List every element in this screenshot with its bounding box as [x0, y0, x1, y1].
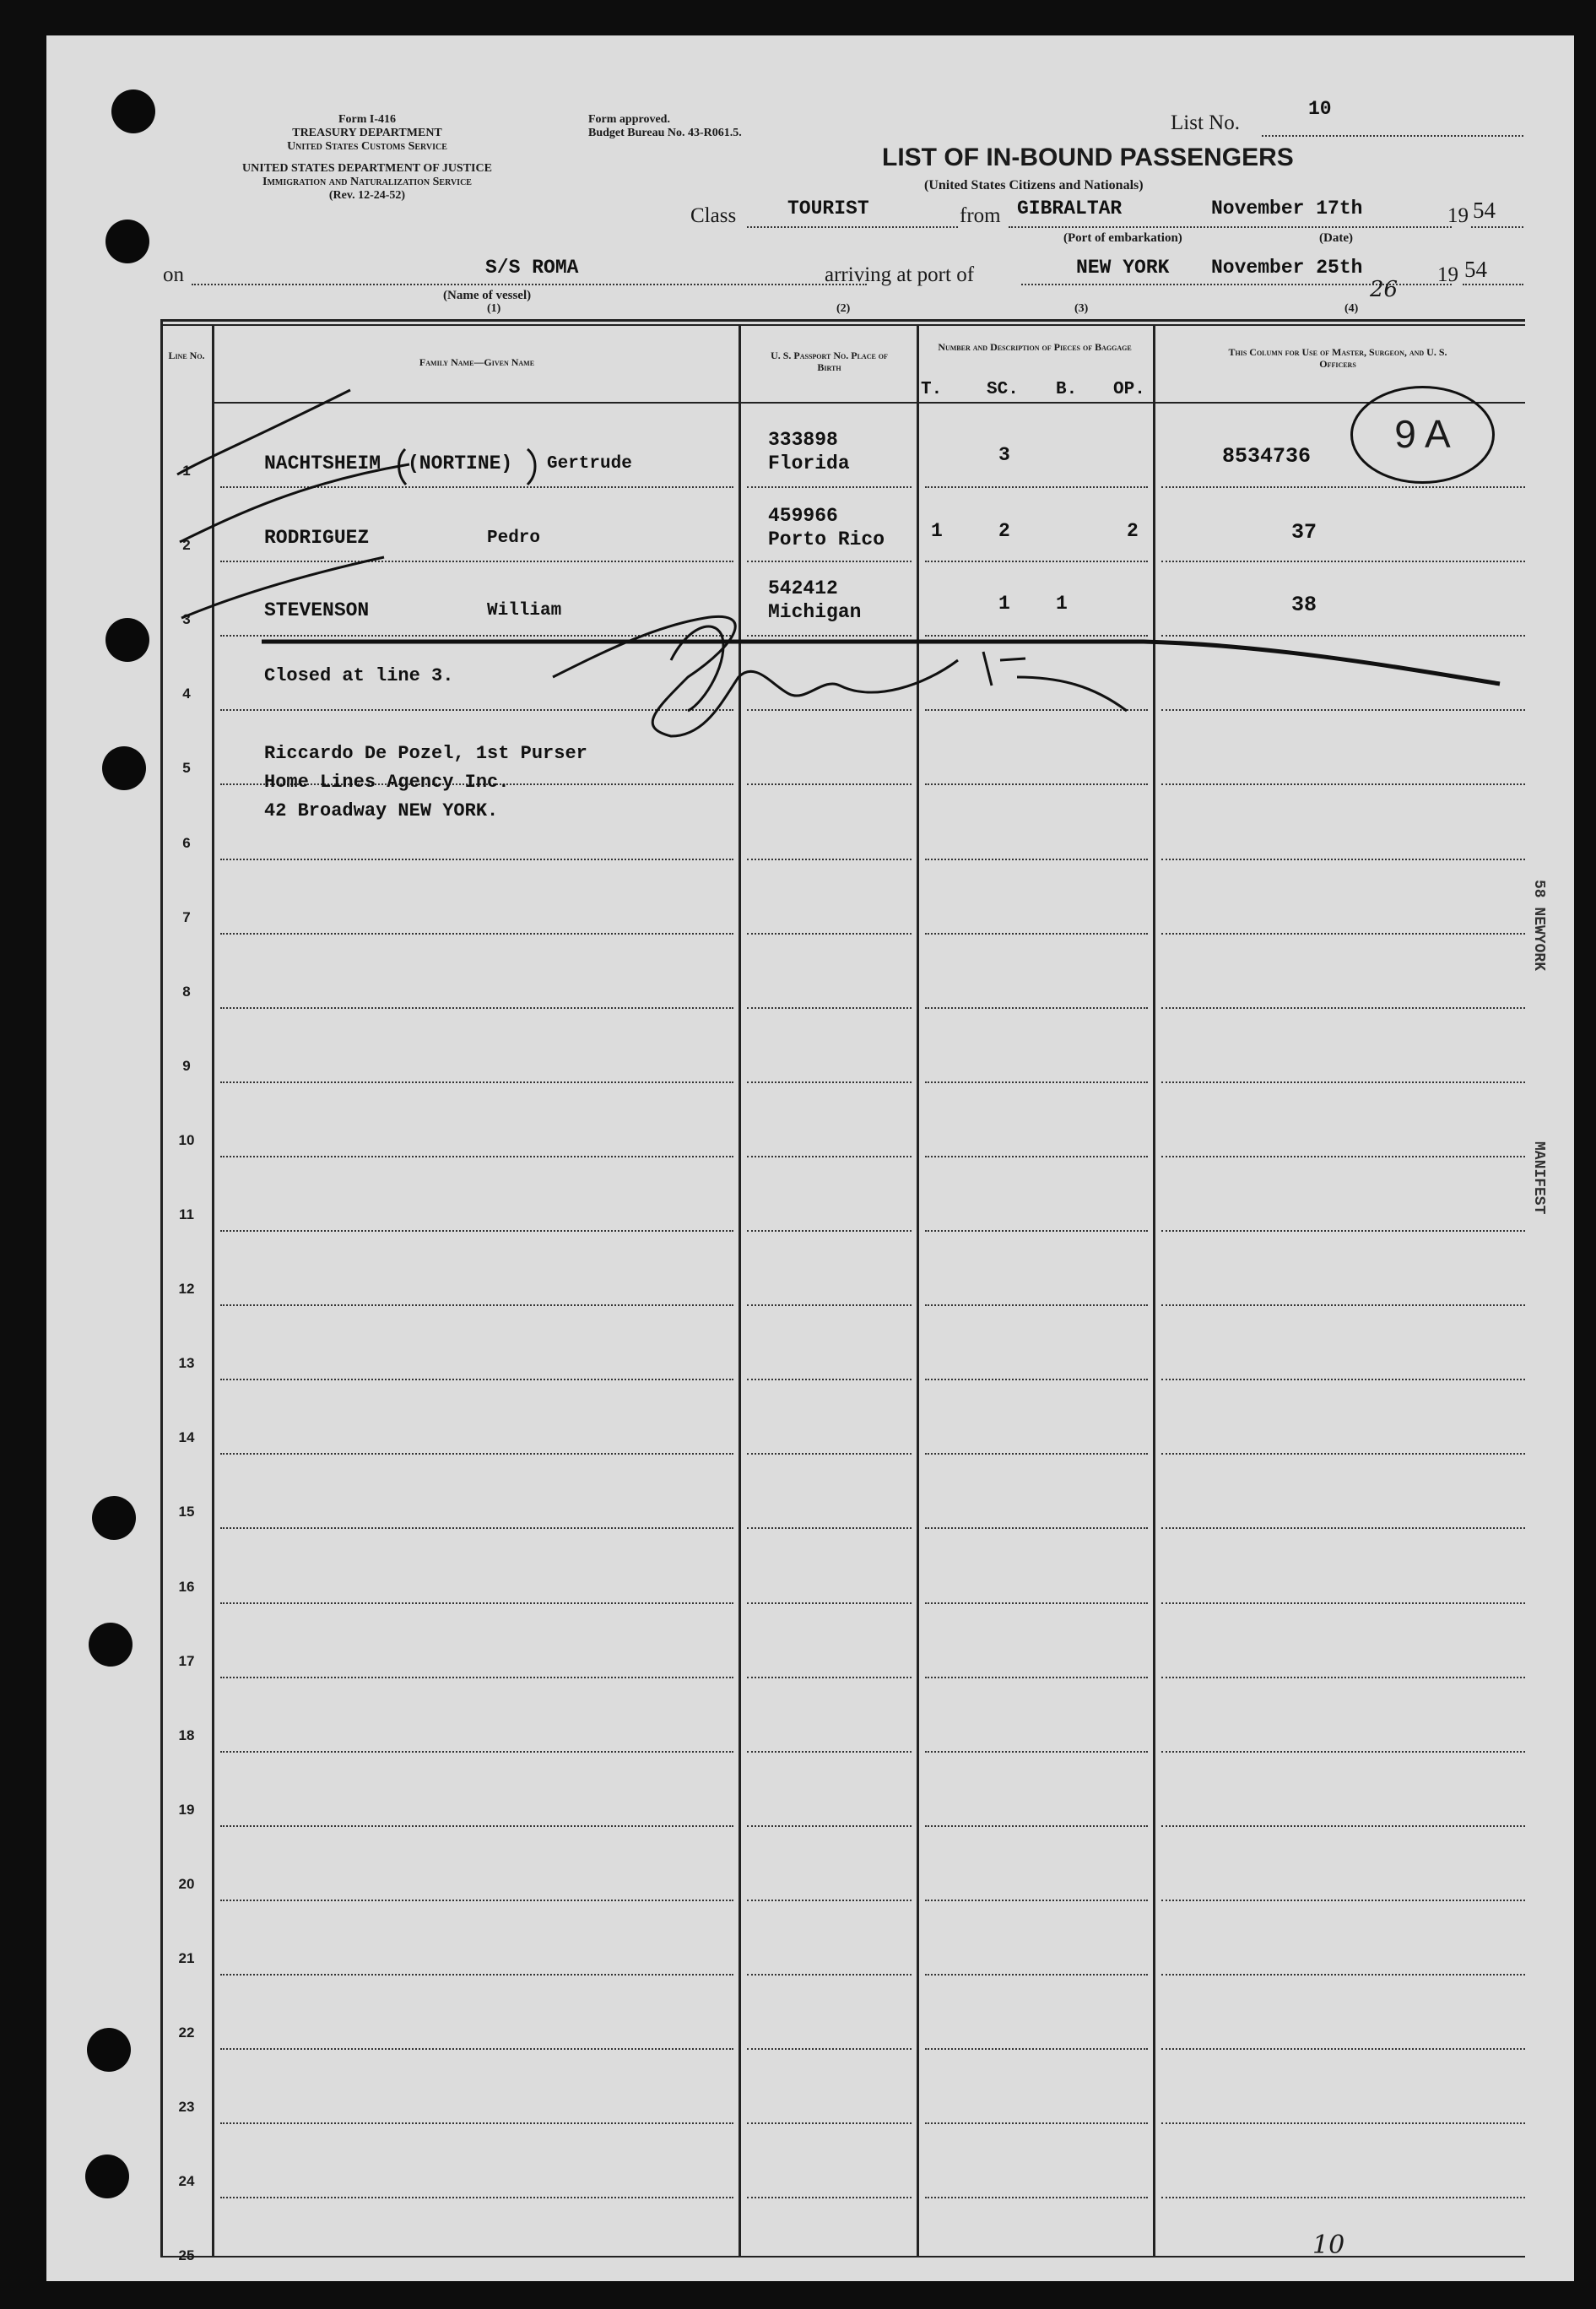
- passport-divider: [917, 324, 919, 2257]
- row-line: [1161, 1974, 1525, 1976]
- line-number: 17: [178, 1652, 195, 1669]
- row-line: [1161, 1156, 1525, 1157]
- row-line: [925, 486, 1148, 488]
- row-line: [747, 1751, 912, 1753]
- given-name: Pedro: [487, 528, 541, 548]
- row-line: [220, 561, 733, 562]
- passport-number: 542412: [768, 577, 838, 599]
- row-line: [1161, 1230, 1525, 1232]
- agency-address: 42 Broadway NEW YORK.: [264, 800, 499, 821]
- row-line: [1161, 1900, 1525, 1901]
- row-line: [925, 1156, 1148, 1157]
- row-line: [747, 486, 912, 488]
- row-line: [220, 2048, 733, 2050]
- baggage-sc: 1: [998, 593, 1010, 615]
- family-name: STEVENSON: [264, 599, 370, 621]
- row-line: [925, 1974, 1148, 1976]
- officer-number: 8534736: [1222, 444, 1312, 469]
- row-line: [747, 1602, 912, 1604]
- row-line: [925, 1304, 1148, 1306]
- on-label: on: [163, 263, 184, 286]
- circled-mark: 9 A: [1350, 386, 1495, 484]
- row-line: [1161, 933, 1525, 935]
- binder-hole: [105, 220, 149, 263]
- line-number: 3: [182, 611, 191, 628]
- row-line: [1161, 635, 1525, 637]
- row-line: [220, 1081, 733, 1083]
- agency-name: Home Lines Agency Inc.: [264, 772, 510, 793]
- line-number: 14: [178, 1429, 195, 1446]
- class-line: [747, 226, 958, 228]
- class-label: Class: [690, 204, 737, 227]
- year-value: 54: [1473, 198, 1496, 223]
- year-arrival-line: [1463, 284, 1523, 285]
- line-no-divider: [212, 324, 214, 2257]
- row-line: [925, 1677, 1148, 1678]
- row-line: [925, 1081, 1148, 1083]
- line-number: 18: [178, 1726, 195, 1743]
- row-line: [925, 561, 1148, 562]
- row-line: [747, 1900, 912, 1901]
- binder-hole: [102, 746, 146, 790]
- row-line: [747, 1527, 912, 1529]
- row-line: [747, 1304, 912, 1306]
- line-number: 2: [182, 537, 191, 554]
- row-line: [220, 1900, 733, 1901]
- binder-hole: [87, 2028, 131, 2072]
- row-line: [747, 1007, 912, 1009]
- row-line: [220, 1974, 733, 1976]
- row-line: [747, 1974, 912, 1976]
- closed-at-line: Closed at line 3.: [264, 665, 454, 686]
- budget-bureau: Budget Bureau No. 43-R061.5.: [588, 127, 742, 139]
- row-line: [747, 2197, 912, 2198]
- row-line: [1161, 1081, 1525, 1083]
- row-line: [747, 1156, 912, 1157]
- officer-number: 38: [1291, 593, 1317, 617]
- date-of-embarkation: November 17th: [1211, 198, 1363, 220]
- row-line: [1161, 783, 1525, 785]
- line-number: 4: [182, 686, 191, 702]
- port-of-embarkation: GIBRALTAR: [1017, 198, 1123, 220]
- header-underline: [212, 402, 738, 404]
- list-no-value: 10: [1308, 98, 1332, 120]
- header-underline: [917, 402, 1153, 404]
- row-line: [747, 783, 912, 785]
- caption-2: (2): [836, 302, 851, 315]
- row-line: [747, 709, 912, 711]
- name-divider: [738, 324, 741, 2257]
- caption-3: (3): [1074, 302, 1089, 315]
- header-baggage-t: T.: [921, 380, 943, 399]
- row-line: [925, 933, 1148, 935]
- header-line-no: Line No.: [168, 350, 205, 361]
- row-line: [925, 1230, 1148, 1232]
- row-line: [1161, 486, 1525, 488]
- row-line: [220, 1156, 733, 1157]
- treasury-department: TREASURY DEPARTMENT: [292, 127, 442, 139]
- vessel-name: S/S ROMA: [485, 257, 579, 279]
- place-of-birth: Michigan: [768, 601, 862, 623]
- row-line: [1161, 1527, 1525, 1529]
- maiden-name: (NORTINE): [408, 453, 513, 474]
- date-of-arrival: November 25th: [1211, 257, 1363, 279]
- row-line: [1161, 1677, 1525, 1678]
- binder-hole: [89, 1623, 133, 1667]
- department-of-justice: UNITED STATES DEPARTMENT OF JUSTICE: [242, 162, 492, 175]
- line-number: 25: [178, 2247, 195, 2264]
- immigration-service: Immigration and Naturalization Service: [262, 176, 472, 188]
- baggage-divider: [1153, 324, 1155, 2257]
- row-line: [220, 1677, 733, 1678]
- row-line: [220, 1527, 733, 1529]
- place-of-birth: Porto Rico: [768, 528, 885, 550]
- vessel-caption: (Name of vessel): [443, 289, 532, 302]
- header-name: Family Name—Given Name: [419, 356, 535, 368]
- family-name: NACHTSHEIM: [264, 453, 381, 474]
- row-line: [747, 1379, 912, 1380]
- row-line: [925, 1453, 1148, 1455]
- header-baggage-sc: SC.: [987, 380, 1019, 399]
- row-line: [1161, 1304, 1525, 1306]
- row-line: [1161, 1751, 1525, 1753]
- row-line: [220, 1007, 733, 1009]
- header-baggage: Number and Description of Pieces of Baggage: [938, 341, 1132, 353]
- year-prefix: 19: [1447, 204, 1469, 227]
- customs-service: United States Customs Service: [287, 140, 447, 153]
- line-number: 16: [178, 1578, 195, 1595]
- row-line: [220, 1304, 733, 1306]
- vessel-line: [192, 284, 867, 285]
- given-name: William: [487, 601, 562, 621]
- table-top-rule: [160, 319, 1525, 322]
- page-subtitle: (United States Citizens and Nationals): [924, 178, 1144, 192]
- from-label: from: [960, 204, 1001, 227]
- row-line: [1161, 2122, 1525, 2124]
- row-line: [925, 1602, 1148, 1604]
- row-line: [747, 1230, 912, 1232]
- line-number: 20: [178, 1875, 195, 1892]
- list-no-label: List No.: [1171, 111, 1240, 134]
- line-number: 11: [179, 1206, 194, 1222]
- page-title: LIST OF IN-BOUND PASSENGERS: [882, 144, 1294, 171]
- row-line: [925, 1900, 1148, 1901]
- binder-hole: [105, 618, 149, 662]
- row-line: [1161, 1379, 1525, 1380]
- row-line: [1161, 2048, 1525, 2050]
- table-top-rule-inner: [160, 324, 1525, 326]
- row-line: [220, 1379, 733, 1380]
- given-name: Gertrude: [547, 454, 632, 474]
- row-line: [220, 2197, 733, 2198]
- row-line: [220, 1751, 733, 1753]
- row-line: [220, 1230, 733, 1232]
- header-baggage-op: OP.: [1113, 380, 1145, 399]
- line-number: 9: [182, 1057, 191, 1074]
- row-line: [925, 2122, 1148, 2124]
- row-line: [747, 1825, 912, 1827]
- row-line: [747, 2048, 912, 2050]
- row-line: [747, 859, 912, 860]
- port-of-arrival: NEW YORK: [1076, 257, 1170, 279]
- row-line: [1161, 2197, 1525, 2198]
- baggage-op: 2: [1127, 520, 1139, 542]
- row-line: [925, 709, 1148, 711]
- header-passport: U. S. Passport No. Place of Birth: [771, 350, 888, 373]
- class-value: TOURIST: [787, 198, 869, 220]
- row-line: [747, 1677, 912, 1678]
- table-left-border: [160, 319, 163, 2257]
- row-line: [925, 1825, 1148, 1827]
- row-line: [1161, 1007, 1525, 1009]
- row-line: [747, 2122, 912, 2124]
- row-line: [1161, 561, 1525, 562]
- line-number: 10: [178, 1131, 195, 1148]
- line-number: 13: [178, 1355, 195, 1372]
- row-line: [925, 859, 1148, 860]
- header-underline: [738, 402, 917, 404]
- row-line: [925, 1007, 1148, 1009]
- row-line: [1161, 1825, 1525, 1827]
- row-line: [747, 1453, 912, 1455]
- row-line: [220, 635, 733, 637]
- year-line: [1471, 226, 1523, 228]
- list-no-line: [1262, 135, 1523, 137]
- footer-mark: 10: [1312, 2230, 1345, 2260]
- arriving-label: arriving at port of: [825, 263, 975, 286]
- row-line: [1161, 859, 1525, 860]
- row-line: [220, 859, 733, 860]
- line-number: 5: [182, 760, 191, 777]
- binder-hole: [111, 89, 155, 133]
- baggage-t: 1: [931, 520, 943, 542]
- port-embark-line: [1009, 226, 1452, 228]
- date-caption: (Date): [1319, 231, 1353, 245]
- place-of-birth: Florida: [768, 453, 850, 474]
- row-line: [925, 1751, 1148, 1753]
- line-number: 24: [178, 2173, 195, 2190]
- line-number: 21: [178, 1950, 195, 1966]
- form-approved: Form approved.: [588, 113, 670, 126]
- officer-number: 37: [1291, 520, 1317, 545]
- baggage-b: 1: [1056, 593, 1068, 615]
- passport-number: 459966: [768, 505, 838, 527]
- date-arrival-correction: 26: [1370, 277, 1399, 302]
- baggage-sc: 2: [998, 520, 1010, 542]
- row-line: [220, 933, 733, 935]
- line-number: 15: [178, 1504, 195, 1520]
- row-line: [1161, 1602, 1525, 1604]
- year-arrival-value: 54: [1464, 257, 1487, 282]
- line-number: 7: [182, 908, 191, 925]
- row-line: [220, 1453, 733, 1455]
- row-line: [747, 1081, 912, 1083]
- margin-stamp: 58 NEWYORK: [1530, 880, 1547, 972]
- row-line: [220, 486, 733, 488]
- caption-4: (4): [1344, 302, 1359, 315]
- binder-hole: [92, 1496, 136, 1540]
- family-name: RODRIGUEZ: [264, 527, 370, 549]
- revision-date: (Rev. 12-24-52): [328, 189, 406, 202]
- row-line: [925, 1379, 1148, 1380]
- baggage-sc: 3: [998, 444, 1010, 466]
- line-number: 6: [182, 834, 191, 851]
- line-number: 23: [178, 2099, 195, 2116]
- row-line: [925, 783, 1148, 785]
- manifest-page: [46, 35, 1574, 2281]
- row-line: [220, 1825, 733, 1827]
- margin-stamp: MANIFEST: [1530, 1141, 1547, 1215]
- passport-number: 333898: [768, 429, 838, 451]
- line-number: 8: [182, 983, 191, 1000]
- row-line: [220, 1602, 733, 1604]
- row-line: [1161, 709, 1525, 711]
- row-line: [925, 2197, 1148, 2198]
- form-number: Form I-416: [338, 113, 397, 126]
- row-line: [220, 2122, 733, 2124]
- purser-name: Riccardo De Pozel, 1st Purser: [264, 743, 587, 764]
- row-line: [747, 561, 912, 562]
- row-line: [747, 933, 912, 935]
- line-number: 22: [178, 2024, 195, 2041]
- row-line: [925, 635, 1148, 637]
- row-line: [1161, 1453, 1525, 1455]
- line-number: 12: [178, 1281, 195, 1298]
- port-embark-caption: (Port of embarkation): [1063, 231, 1182, 245]
- row-line: [747, 635, 912, 637]
- header-baggage-b: B.: [1056, 380, 1078, 399]
- header-officers: This Column for Use of Master, Surgeon, and U. S. Officers: [1228, 346, 1447, 370]
- row-line: [925, 1527, 1148, 1529]
- row-line: [220, 709, 733, 711]
- caption-1: (1): [487, 302, 501, 315]
- binder-hole: [85, 2155, 129, 2198]
- year-prefix-arrival: 19: [1437, 263, 1458, 286]
- line-number: 19: [178, 1801, 195, 1818]
- row-line: [925, 2048, 1148, 2050]
- line-number: 1: [182, 463, 191, 479]
